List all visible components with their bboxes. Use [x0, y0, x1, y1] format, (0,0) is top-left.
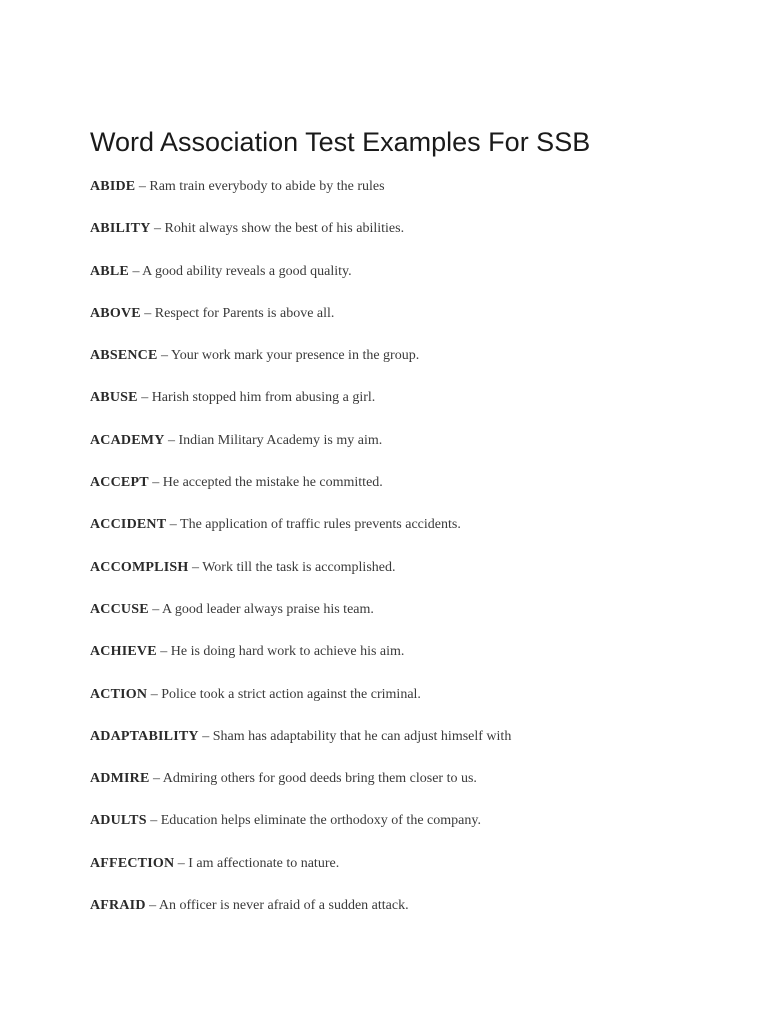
word-list: [90, 175, 730, 936]
entry-word: ACCOMPLISH: [90, 559, 189, 575]
list-item: [90, 852, 730, 894]
list-item: [90, 556, 730, 598]
entry-sentence: Rohit always show the best of his abilities.: [164, 221, 405, 237]
list-item: [90, 513, 730, 555]
entry-separator: –: [198, 728, 213, 744]
entry-separator: –: [135, 179, 150, 194]
list-item: [90, 894, 730, 936]
entry-sentence: Indian Military Academy is my aim.: [178, 432, 383, 448]
entry-separator: –: [174, 855, 189, 871]
list-item: [90, 386, 730, 428]
entry-sentence: Education helps eliminate the orthodoxy of the company.: [160, 813, 481, 829]
entry-separator: –: [164, 432, 179, 448]
entry-separator: –: [146, 813, 161, 829]
entry-word: ADMIRE: [90, 771, 150, 787]
entry-sentence: A good leader always praise his team.: [162, 601, 374, 617]
list-item: [90, 429, 730, 471]
entry-sentence: I am affectionate to nature.: [188, 855, 340, 871]
entry-word: ADULTS: [90, 813, 147, 829]
entry-separator: –: [148, 601, 162, 617]
list-item: [90, 725, 730, 767]
list-item: [90, 767, 730, 809]
entry-sentence: The application of traffic rules prevents accidents.: [180, 517, 461, 533]
entry-word: ACADEMY: [90, 432, 165, 448]
entry-sentence: Harish stopped him from abusing a girl.: [151, 390, 376, 406]
list-item: [90, 344, 730, 386]
entry-separator: –: [188, 559, 203, 575]
entry-sentence: An officer is never afraid of a sudden attack.: [158, 898, 409, 914]
entry-sentence: Police took a strict action against the criminal.: [161, 686, 421, 702]
entry-sentence: Admiring others for good deeds bring them closer to us.: [162, 771, 477, 787]
list-item: [90, 471, 730, 513]
entry-word: ABOVE: [90, 305, 141, 321]
entry-separator: –: [148, 475, 163, 491]
entry-word: ACTION: [90, 686, 148, 702]
entry-word: ABIDE: [90, 179, 136, 194]
entry-sentence: Ram train everybody to abide by the rules: [149, 179, 385, 194]
list-item: [90, 217, 730, 259]
entry-separator: –: [137, 390, 152, 406]
entry-sentence: A good ability reveals a good quality.: [142, 263, 352, 279]
entry-word: ABILITY: [90, 221, 151, 237]
list-item: [90, 598, 730, 640]
entry-separator: –: [140, 305, 155, 321]
entry-word: ABLE: [90, 263, 129, 279]
entry-word: AFRAID: [90, 898, 146, 914]
entry-separator: –: [157, 348, 172, 364]
entry-word: ABUSE: [90, 390, 138, 406]
entry-separator: –: [150, 221, 165, 237]
list-item: [90, 302, 730, 344]
page-title: Word Association Test Examples For SSB: [90, 127, 591, 157]
entry-separator: –: [147, 686, 162, 702]
entry-word: ACCEPT: [90, 475, 149, 491]
entry-word: ACHIEVE: [90, 644, 157, 660]
list-item: [90, 640, 730, 682]
entry-sentence: Your work mark your presence in the group.: [171, 348, 420, 364]
entry-sentence: Sham has adaptability that he can adjust himself with: [212, 728, 512, 744]
entry-word: ABSENCE: [90, 348, 158, 364]
entry-separator: –: [128, 263, 143, 279]
entry-sentence: He accepted the mistake he committed.: [162, 475, 383, 491]
list-item: [90, 175, 730, 217]
list-item: [90, 683, 730, 725]
list-item: [90, 809, 730, 851]
entry-sentence: Work till the task is accomplished.: [202, 559, 396, 575]
entry-sentence: He is doing hard work to achieve his aim.: [170, 644, 405, 660]
entry-separator: –: [166, 517, 181, 533]
entry-word: ACCIDENT: [90, 517, 167, 533]
list-item: [90, 260, 730, 302]
entry-word: ACCUSE: [90, 601, 149, 617]
entry-word: ADAPTABILITY: [90, 728, 199, 744]
entry-sentence: Respect for Parents is above all.: [154, 305, 335, 321]
entry-word: AFFECTION: [90, 855, 175, 871]
entry-separator: –: [149, 771, 163, 787]
entry-separator: –: [156, 644, 171, 660]
entry-separator: –: [145, 898, 159, 914]
